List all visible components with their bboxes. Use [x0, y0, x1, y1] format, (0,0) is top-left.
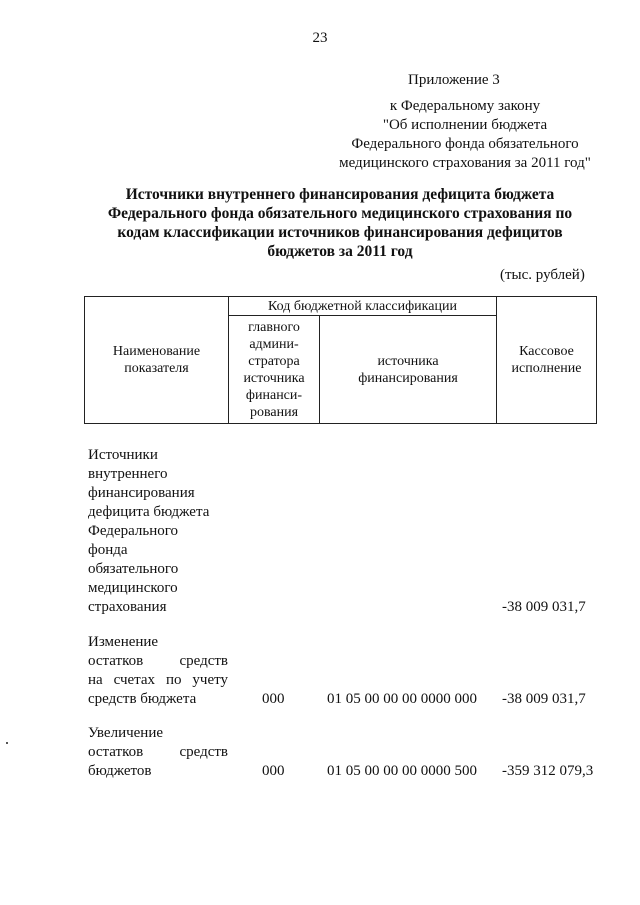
- row-name-line: средств бюджета: [88, 691, 197, 707]
- header-admin-column: [229, 316, 320, 424]
- row-name-line: на счетах по учету: [88, 672, 228, 688]
- law-reference-line: медицинского страхования за 2011 год": [339, 155, 591, 171]
- header-execution-column: [497, 297, 597, 424]
- row-source-code: 01 05 00 00 00 0000 500: [327, 763, 477, 779]
- header-text: финансирования: [358, 370, 458, 386]
- row-name-line: внутреннего: [88, 466, 168, 482]
- header-name-column: [85, 297, 229, 424]
- appendix-label: Приложение 3: [408, 72, 500, 88]
- row-name-line: финансирования: [88, 485, 195, 501]
- row-name-line: Увеличение: [88, 725, 164, 741]
- row-admin-code: 000: [262, 691, 285, 707]
- row-amount: -359 312 079,3: [502, 763, 594, 779]
- title-line: Источники внутреннего финансирования дефицита бюджета: [125, 186, 555, 203]
- law-reference: [300, 97, 630, 173]
- row-name-line: Федерального: [88, 523, 179, 539]
- header-source-column: [320, 316, 497, 424]
- title-line: кодам классификации источников финансирования дефицитов: [117, 224, 563, 241]
- row-name-line: фонда: [88, 542, 128, 558]
- header-text: Наименование: [112, 344, 201, 359]
- law-reference-line: Федерального фонда обязательного: [351, 136, 579, 152]
- table-row-name: [88, 724, 228, 781]
- row-name-line: остатков средств: [88, 744, 228, 760]
- law-reference-line: "Об исполнении бюджета: [382, 117, 548, 133]
- table-row-name: [88, 446, 209, 617]
- row-name-line: остатков средств: [88, 653, 228, 669]
- units-label: (тыс. рублей): [500, 267, 585, 283]
- header-text: главного: [248, 319, 300, 335]
- header-text: показателя: [124, 361, 189, 376]
- row-name-line: дефицита бюджета: [88, 504, 210, 520]
- row-name-line: страхования: [88, 599, 167, 615]
- row-amount: -38 009 031,7: [502, 691, 586, 707]
- row-name-line: обязательного: [88, 561, 179, 577]
- header-text: Кассовое: [519, 344, 574, 359]
- header-text: стратора: [248, 353, 300, 369]
- document-title: [70, 185, 610, 261]
- page-number: 23: [312, 30, 328, 46]
- row-name-line: бюджетов: [88, 763, 152, 779]
- table-header: [84, 296, 597, 424]
- header-text: финанси-: [245, 387, 303, 403]
- row-amount: -38 009 031,7: [502, 599, 586, 615]
- row-source-code: 01 05 00 00 00 0000 000: [327, 691, 477, 707]
- header-text: источника: [377, 353, 439, 369]
- title-line: Федерального фонда обязательного медицинского страхования по: [107, 205, 573, 222]
- header-text: рования: [249, 404, 299, 420]
- header-code-group: Код бюджетной классификации: [229, 297, 497, 316]
- row-name-line: Изменение: [88, 634, 159, 650]
- header-text: источника: [243, 370, 305, 386]
- header-text: исполнение: [511, 361, 582, 376]
- row-name-line: Источники: [88, 447, 158, 463]
- scan-speck: [6, 742, 8, 744]
- header-text: админи-: [249, 336, 299, 352]
- law-reference-line: к Федеральному закону: [389, 98, 541, 114]
- title-line: бюджетов за 2011 год: [267, 243, 413, 260]
- table-row-name: [88, 633, 228, 709]
- row-admin-code: 000: [262, 763, 285, 779]
- row-name-line: медицинского: [88, 580, 178, 596]
